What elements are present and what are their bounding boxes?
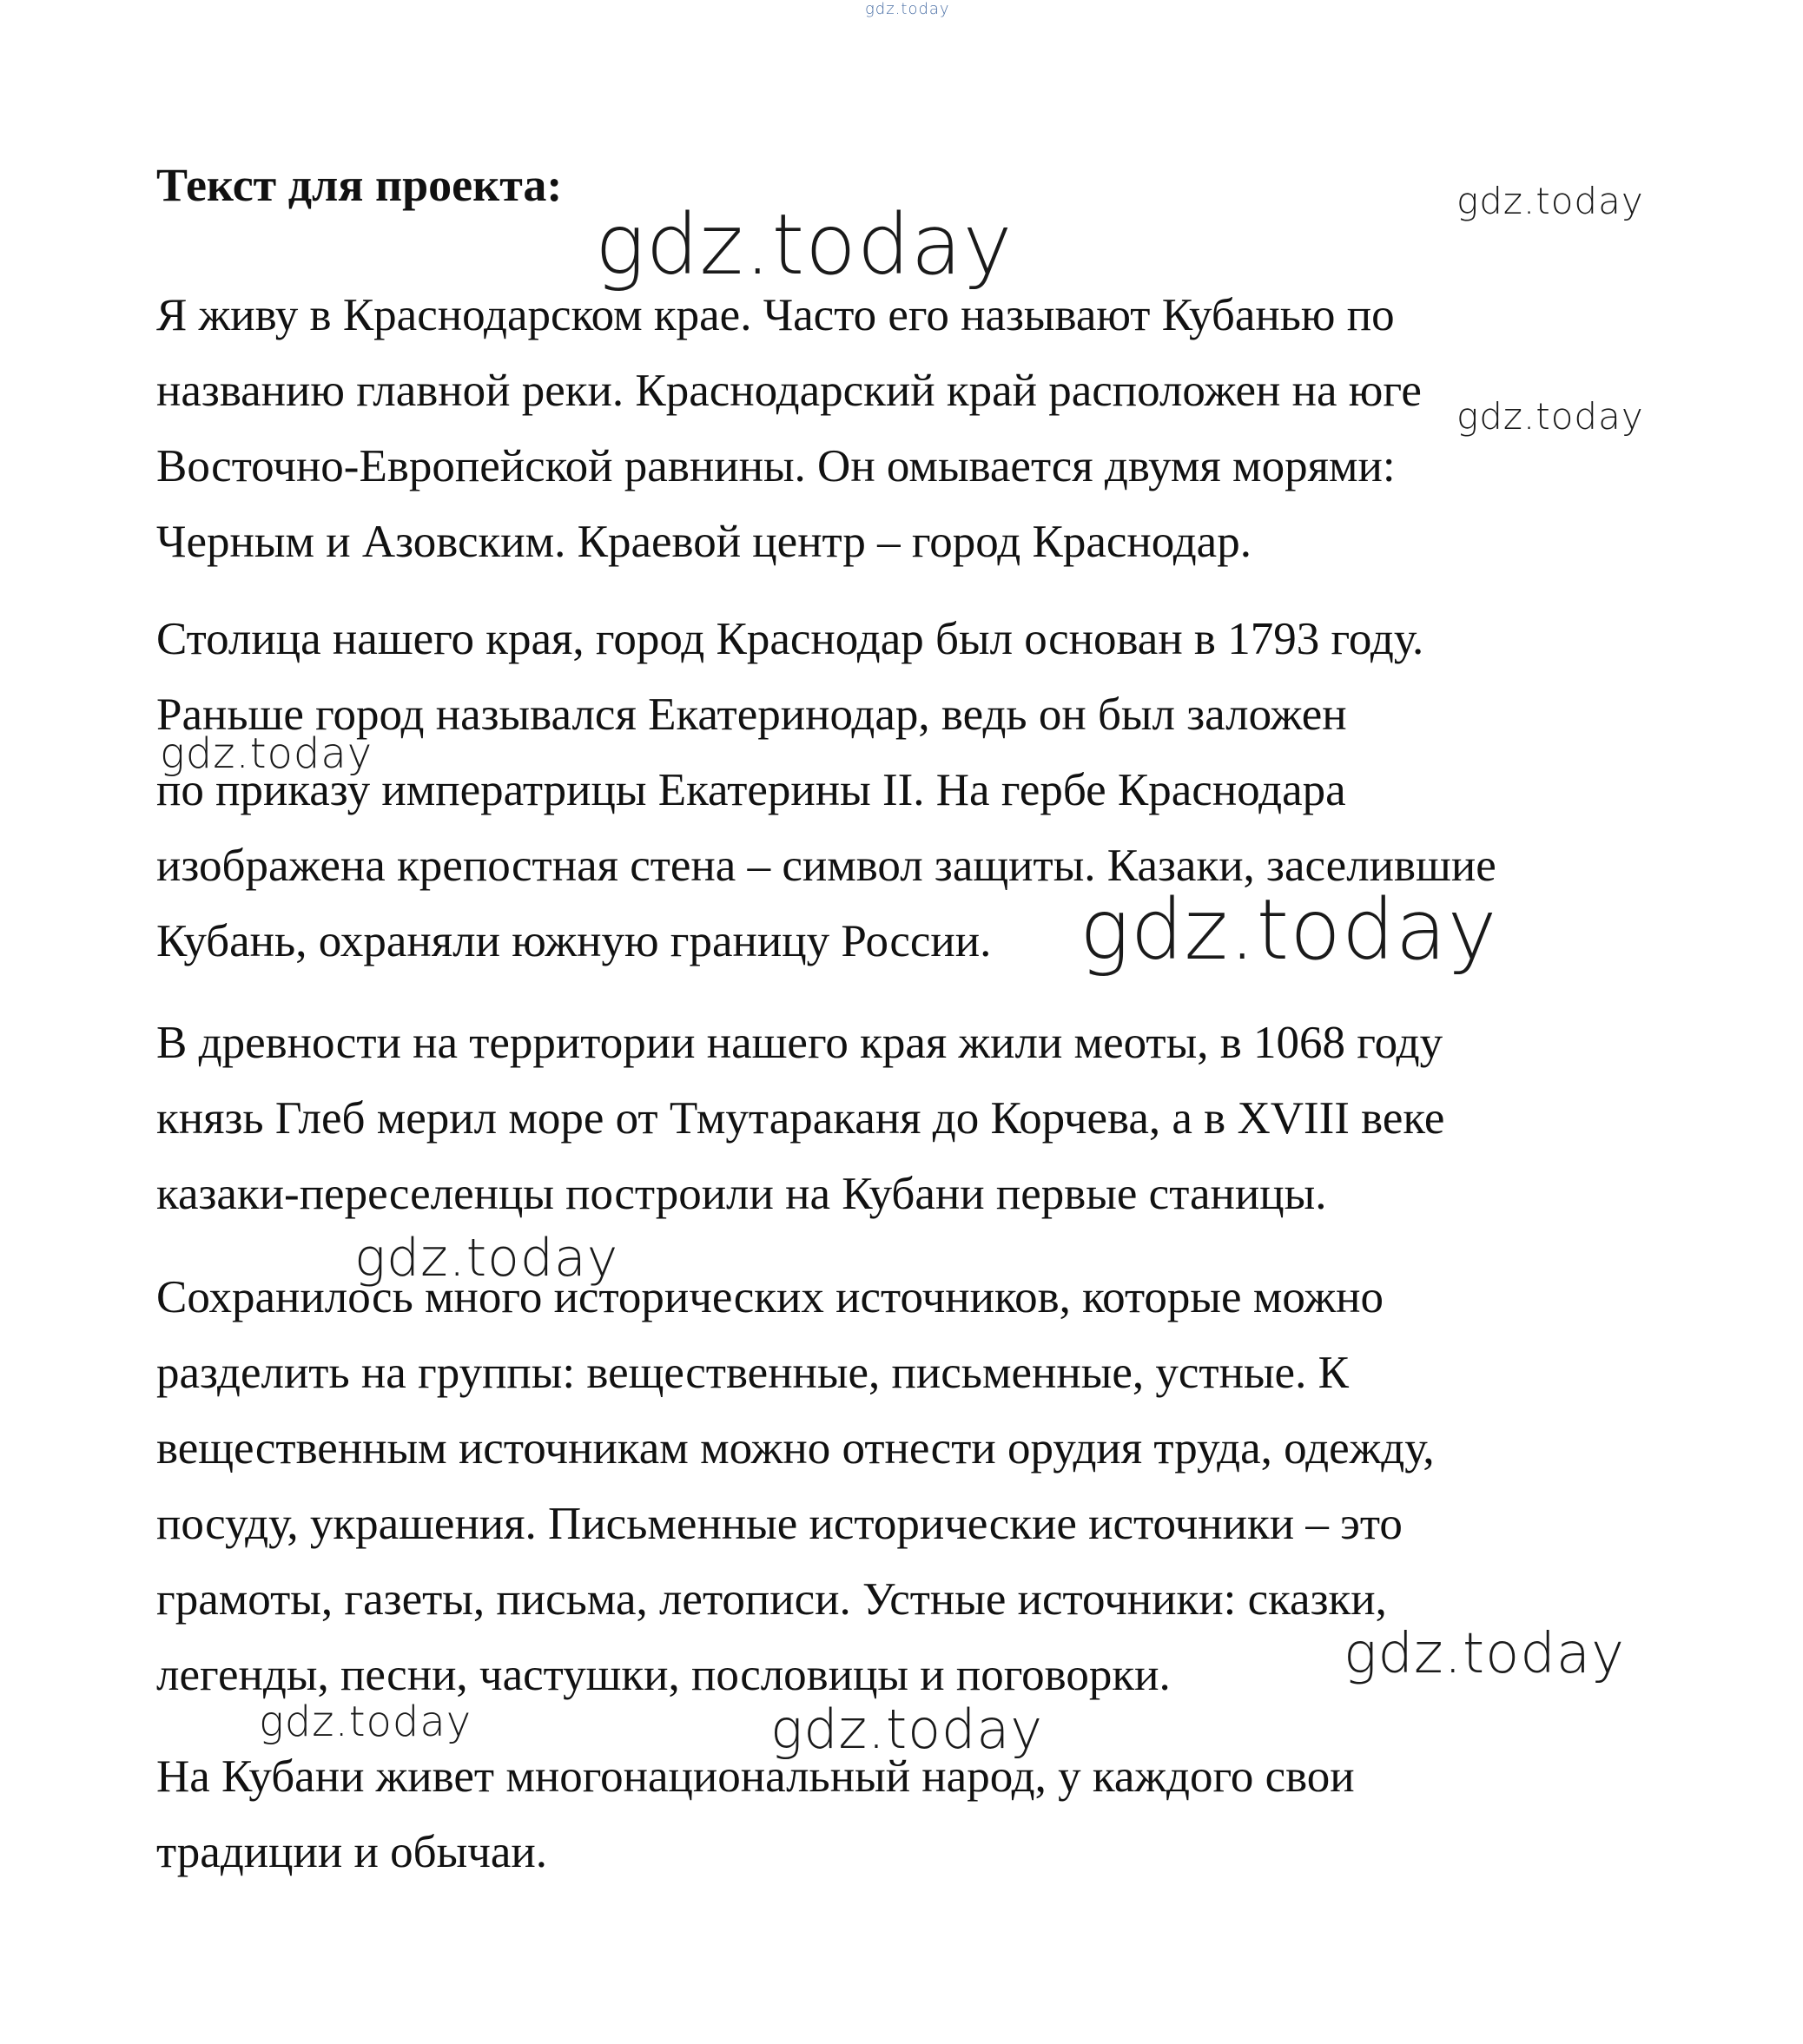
text-line: разделить на группы: вещественные, письменные, устные. К [156, 1348, 1349, 1398]
text-line: казаки-переселенцы построили на Кубани первые станицы. [156, 1169, 1327, 1219]
watermark: gdz.today [1456, 395, 1644, 438]
text-line: князь Глеб мерил море от Тмутараканя до Корчева, а в XVIII веке [156, 1093, 1445, 1144]
watermark: gdz.today [259, 1698, 472, 1746]
watermark: gdz.today [1344, 1622, 1625, 1686]
text-line: вещественным источникам можно отнести орудия труда, одежду, [156, 1423, 1435, 1474]
watermark: gdz.today [595, 196, 1014, 293]
text-line: посуду, украшения. Письменные исторические источники – это [156, 1499, 1403, 1549]
text-line: На Кубани живет многонациональный народ, у каждого свои [156, 1751, 1355, 1802]
text-line: Кубань, охраняли южную границу России. [156, 916, 992, 966]
paragraph-people [156, 1739, 1355, 1890]
text-line: В древности на территории нашего края жили меоты, в 1068 году [156, 1018, 1443, 1068]
watermark: gdz.today [1456, 180, 1644, 222]
text-line: традиции и обычаи. [156, 1827, 547, 1877]
text-line: Восточно-Европейской равнины. Он омывается двумя морями: [156, 441, 1396, 491]
paragraph-history [156, 1006, 1444, 1232]
watermark: gdz.today [770, 1698, 1044, 1761]
text-line: названию главной реки. Краснодарский край расположен на юге [156, 366, 1422, 416]
text-line: Я живу в Краснодарском крае. Часто его называют Кубанью по [156, 290, 1395, 340]
paragraph-region [156, 278, 1422, 580]
watermark: gdz.today [1080, 881, 1498, 979]
text-line: Раньше город назывался Екатеринодар, ведь он был заложен [156, 689, 1347, 740]
text-line: Черным и Азовским. Краевой центр – город Краснодар. [156, 517, 1252, 567]
watermark: gdz.today [354, 1228, 619, 1289]
text-line: Сохранилось много исторических источников, которые можно [156, 1272, 1384, 1322]
text-line: легенды, песни, частушки, пословицы и поговорки. [156, 1650, 1171, 1700]
document-heading: Текст для проекта: [156, 159, 563, 211]
text-line: по приказу императрицы Екатерины II. На гербе Краснодара [156, 765, 1346, 815]
paragraph-sources [156, 1260, 1435, 1713]
text-line: грамоты, газеты, письма, летописи. Устные источники: сказки, [156, 1574, 1387, 1625]
text-line: Столица нашего края, город Краснодар был основан в 1793 году. [156, 614, 1424, 664]
watermark: gdz.today [865, 0, 950, 18]
watermark: gdz.today [160, 729, 373, 778]
text-line: изображена крепостная стена – символ защиты. Казаки, заселившие [156, 841, 1496, 891]
